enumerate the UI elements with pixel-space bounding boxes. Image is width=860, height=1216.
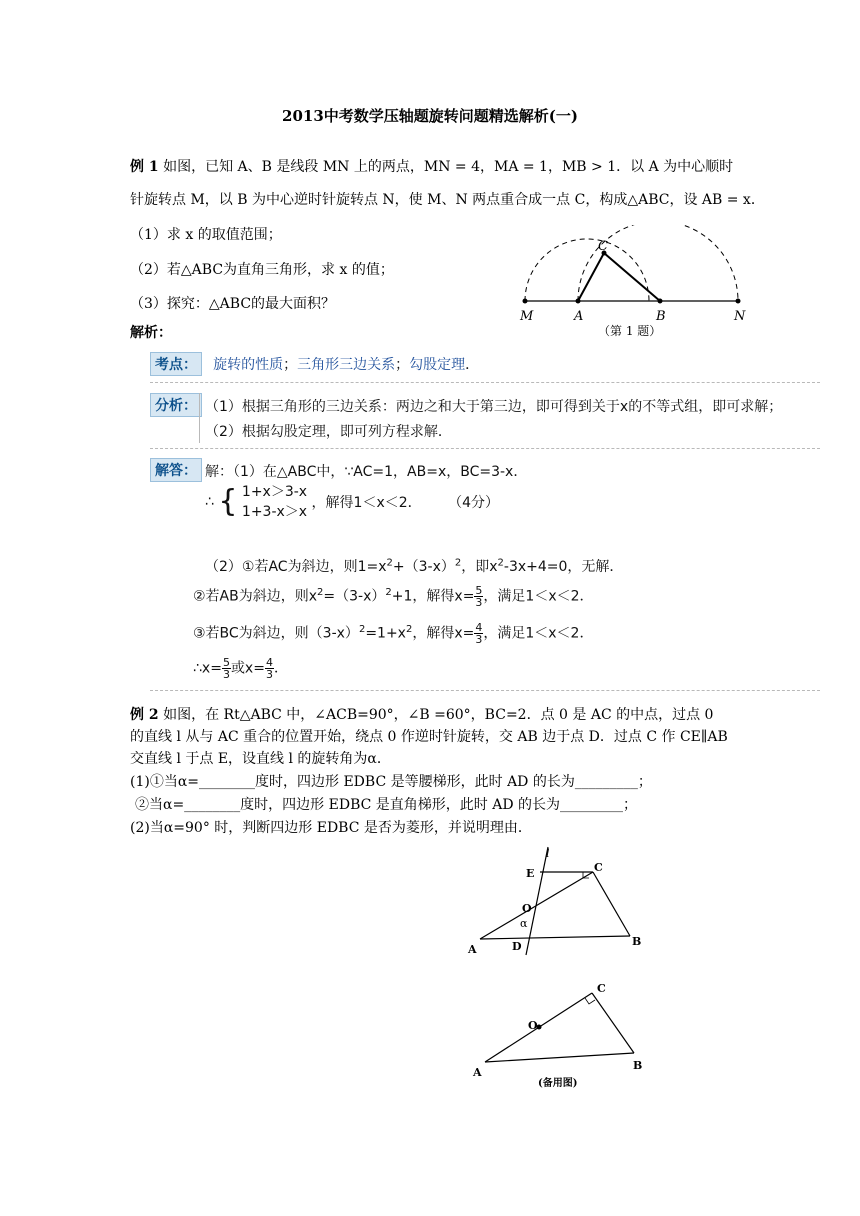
point-m xyxy=(523,299,528,304)
jieda-case2 xyxy=(193,585,594,608)
example2-line2: 的直线 l 从与 AC 重合的位置开始，绕点 0 作逆时针旋转，交 AB 边于点 D．过点 C 作 CE∥AB xyxy=(130,729,728,745)
kaodian-item-triangle[interactable]: 三角形三边关系 xyxy=(297,357,396,373)
segment-ac xyxy=(578,253,604,301)
backup-label-a: A xyxy=(473,1066,482,1079)
label-alpha: α xyxy=(520,917,528,930)
case3-sup-1: 2 xyxy=(358,623,366,635)
case2-sup-2: 2 xyxy=(385,586,392,598)
kaodian-item-rotation[interactable]: 旋转的性质 xyxy=(213,357,284,373)
fraction-4-3 xyxy=(474,622,483,645)
backup-segment-ab xyxy=(485,1053,634,1062)
kaodian-item-pythagoras[interactable]: 勾股定理 xyxy=(409,357,466,373)
therefore-symbol: ∴ xyxy=(205,494,214,510)
jieda-conclusion xyxy=(193,657,288,680)
case2-part-c: +1，解得x= xyxy=(391,588,475,605)
case3-sup-2: 2 xyxy=(405,623,413,635)
frac-den: 3 xyxy=(222,668,230,681)
label-o: O xyxy=(522,902,532,915)
conclusion-part-c: ． xyxy=(273,660,288,677)
frac-num: 5 xyxy=(475,584,483,597)
case1-part-a: （2）①若AC为斜边，则1=x xyxy=(205,559,387,575)
case1-sup-3: 2 xyxy=(497,557,504,569)
case1-part-b: +（3-x） xyxy=(392,559,455,575)
kaodian-end: ． xyxy=(465,357,480,373)
jieda-tag: 解答： xyxy=(150,458,202,482)
case3-part-a: ③若BC为斜边，则（3-x） xyxy=(193,625,359,642)
example2-question1b: ②当α=________度时，四边形 EDBC 是直角梯形，此时 AD 的长为_________； xyxy=(135,797,638,813)
label-b: B xyxy=(656,309,666,324)
inequality-2: 1+3-x＞x xyxy=(241,504,308,520)
example2-label: 例 2 xyxy=(130,707,159,723)
kaodian-tag: 考点： xyxy=(150,352,202,376)
segment-cb xyxy=(604,253,660,301)
case2-part-d: ，满足1＜x＜2． xyxy=(483,588,594,605)
example1-text1: 如图，已知 A、B 是线段 MN 上的两点，MN = 4，MA = 1，MB > 1．以 A 为中心顺时 xyxy=(163,159,734,175)
case1-part-d: -3x+4=0，无解． xyxy=(503,559,624,575)
divider-2 xyxy=(150,448,820,449)
divider-1 xyxy=(150,382,820,383)
case2-part-a: ②若AB为斜边，则x xyxy=(193,588,318,605)
backup-label-c: C xyxy=(597,982,606,995)
jieda-case3 xyxy=(193,622,593,645)
system-result: ，解得1＜x＜2． xyxy=(311,495,422,511)
system-inequalities xyxy=(242,482,307,522)
fraction-4-3-final xyxy=(265,657,274,680)
label-n: N xyxy=(734,309,746,324)
kaodian-row xyxy=(150,352,479,376)
points-award: （4分） xyxy=(448,495,500,511)
solution-label: 解析： xyxy=(130,325,172,341)
document-title: 2013中考数学压轴题旋转问题精选解析(一) xyxy=(282,107,578,125)
frac-den: 3 xyxy=(265,668,273,681)
frac-num: 4 xyxy=(265,656,273,669)
example2-text1: 如图，在 Rt△ABC 中，∠ACB=90°，∠B =60°，BC=2．点 0 是 AC 的中点，过点 0 xyxy=(163,707,714,723)
point-a xyxy=(576,299,581,304)
backup-segment-cb xyxy=(592,993,634,1053)
example2-line1 xyxy=(130,705,713,725)
example2-figure xyxy=(460,845,660,960)
divider-3 xyxy=(150,690,820,691)
label-d: D xyxy=(512,940,522,953)
case1-sup-1: 2 xyxy=(386,557,393,569)
case2-part-b: =（3-x） xyxy=(323,588,386,605)
inequality-1: 1+x＞3-x xyxy=(241,484,308,500)
segment-ab xyxy=(480,936,630,939)
example2-question1a: (1)①当α=________度时，四边形 EDBC 是等腰梯形，此时 AD 的长为_________； xyxy=(130,774,652,790)
label-a: A xyxy=(468,943,477,956)
example1-line2: 针旋转点 M，以 B 为中心逆时针旋转点 N，使 M、N 两点重合成一点 C，构成△ABC，设 AB = x． xyxy=(130,192,765,208)
point-b xyxy=(658,299,663,304)
case3-part-b: =1+x xyxy=(365,625,406,642)
case1-sup-2: 2 xyxy=(454,557,462,569)
example1-label: 例 1 xyxy=(130,159,159,175)
case1-part-c: ，即x xyxy=(461,559,498,575)
example1-figure xyxy=(510,225,760,340)
label-c: C xyxy=(594,861,603,874)
frac-num: 4 xyxy=(475,621,483,634)
frac-num: 5 xyxy=(222,656,230,669)
segment-cb xyxy=(593,872,630,936)
label-e: E xyxy=(526,867,535,880)
fenxi-bar xyxy=(199,393,200,443)
backup-caption: (备用图) xyxy=(538,1078,578,1089)
example1-question2: （2）若△ABC为直角三角形，求 x 的值； xyxy=(130,262,394,278)
fraction-5-3-final xyxy=(222,657,231,680)
jieda-tag-wrap xyxy=(150,458,202,482)
kaodian-sep-2: ； xyxy=(395,357,410,373)
conclusion-part-a: ∴x= xyxy=(193,660,222,677)
arc-m-to-c xyxy=(525,239,649,301)
frac-den: 3 xyxy=(475,633,483,646)
kaodian-sep-1: ； xyxy=(283,357,298,373)
fenxi-tag: 分析： xyxy=(150,393,202,417)
label-m: M xyxy=(520,309,534,324)
system-brace: { xyxy=(218,484,238,519)
example1-line1 xyxy=(130,157,733,177)
example1-question1: （1）求 x 的取值范围； xyxy=(130,227,282,243)
backup-right-angle-mark xyxy=(585,998,595,1004)
example2-backup-figure xyxy=(460,980,660,1095)
fenxi-line2: （2）根据勾股定理，即可列方程求解． xyxy=(205,424,452,440)
example2-line3: 交直线 l 于点 E，设直线 l 的旋转角为α． xyxy=(130,751,391,767)
backup-label-o: O xyxy=(528,1019,538,1032)
label-c: C xyxy=(598,239,608,254)
figure1-caption: （第 1 题） xyxy=(598,324,662,338)
backup-label-b: B xyxy=(633,1059,643,1072)
arc-n-to-c xyxy=(578,225,738,301)
conclusion-part-b: 或x= xyxy=(230,660,265,677)
label-a: A xyxy=(574,309,584,324)
jieda-case1 xyxy=(205,556,623,576)
point-n xyxy=(736,299,741,304)
case3-part-c: ，解得x= xyxy=(412,625,475,642)
jieda-system xyxy=(205,482,499,522)
fenxi-tag-wrap xyxy=(150,393,202,417)
case2-sup-1: 2 xyxy=(317,586,324,598)
fenxi-line1: （1）根据三角形的三边关系：两边之和大于第三边，即可得到关于x的不等式组，即可求解； xyxy=(205,399,783,415)
example2-question2: (2)当α=90° 时，判断四边形 EDBC 是否为菱形，并说明理由． xyxy=(130,820,532,836)
frac-den: 3 xyxy=(475,596,483,609)
label-b: B xyxy=(632,935,642,948)
label-l: l xyxy=(546,847,550,860)
case3-part-d: ，满足1＜x＜2． xyxy=(483,625,594,642)
example1-question3: （3）探究：△ABC的最大面积？ xyxy=(130,296,336,312)
jieda-line1: 解：（1）在△ABC中，∵AC=1，AB=x，BC=3-x． xyxy=(205,464,528,480)
